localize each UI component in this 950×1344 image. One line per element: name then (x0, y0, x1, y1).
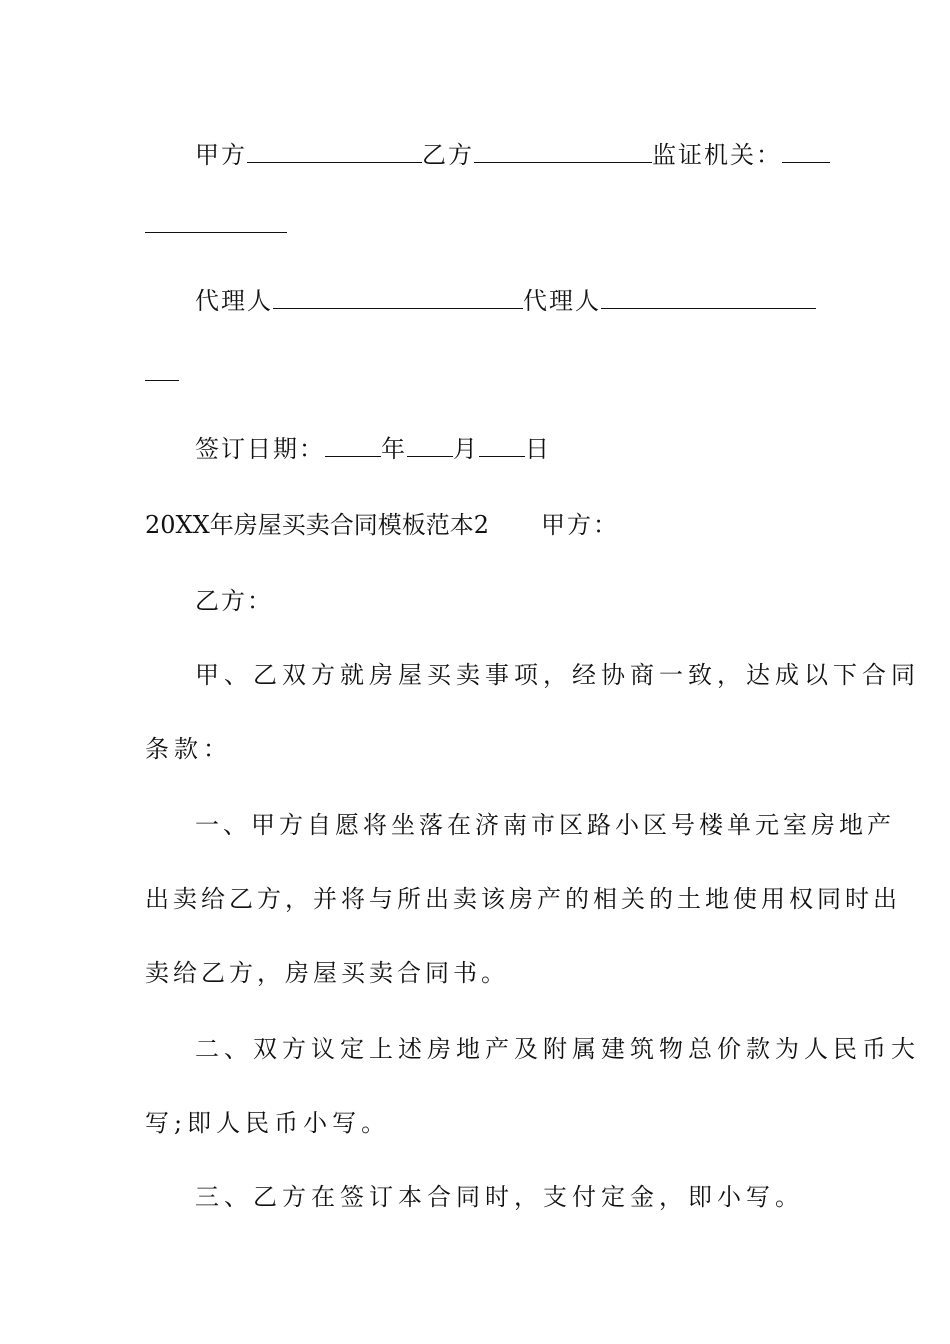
date-label: 签订日期： (195, 435, 325, 463)
party-a-heading: 甲方： (540, 511, 619, 539)
notary-blank-cont (145, 210, 287, 233)
signature-row-agents (195, 286, 816, 316)
day-blank (479, 434, 525, 457)
month-blank (407, 434, 453, 457)
clause-1-line-2: 出卖给乙方，并将与所出卖该房产的相关的土地使用权同时出 (145, 885, 901, 913)
template-title: 20XX年房屋买卖合同模板范本2 (145, 511, 489, 539)
agent-a-label: 代理人 (195, 287, 273, 315)
clause-3-line-1: 三、乙方在签订本合同时，支付定金，即小写。 (195, 1183, 804, 1211)
notary-blank-continuation (145, 210, 287, 240)
party-a-blank (247, 140, 422, 163)
agent-b-blank (601, 286, 816, 309)
year-label: 年 (381, 435, 407, 463)
signature-row-parties (195, 140, 830, 170)
template-title-row (145, 510, 619, 540)
agent-a-blank (273, 286, 523, 309)
party-a-label: 甲方 (195, 141, 247, 169)
party-b-blank (474, 140, 652, 163)
party-b-label: 乙方 (422, 141, 474, 169)
intro-line-1: 甲、乙双方就房屋买卖事项，经协商一致，达成以下合同 (195, 661, 920, 689)
intro-line-2: 条款： (145, 735, 232, 763)
notary-blank (782, 140, 830, 163)
clause-1-line-1: 一、甲方自愿将坐落在济南市区路小区号楼单元室房地产 (195, 811, 895, 839)
agent-blank-continuation (145, 358, 179, 388)
agent-b-label: 代理人 (523, 287, 601, 315)
notary-label: 监证机关： (652, 141, 782, 169)
clause-2-line-1: 二、双方议定上述房地产及附属建筑物总价款为人民币大 (195, 1035, 920, 1063)
year-blank (325, 434, 381, 457)
signing-date (195, 434, 551, 464)
day-label: 日 (525, 435, 551, 463)
agent-blank-cont (145, 358, 179, 381)
month-label: 月 (453, 435, 479, 463)
clause-1-line-3: 卖给乙方，房屋买卖合同书。 (145, 959, 509, 987)
party-b-heading: 乙方： (195, 587, 273, 615)
clause-2-line-2: 写;即人民币小写。 (145, 1109, 391, 1137)
